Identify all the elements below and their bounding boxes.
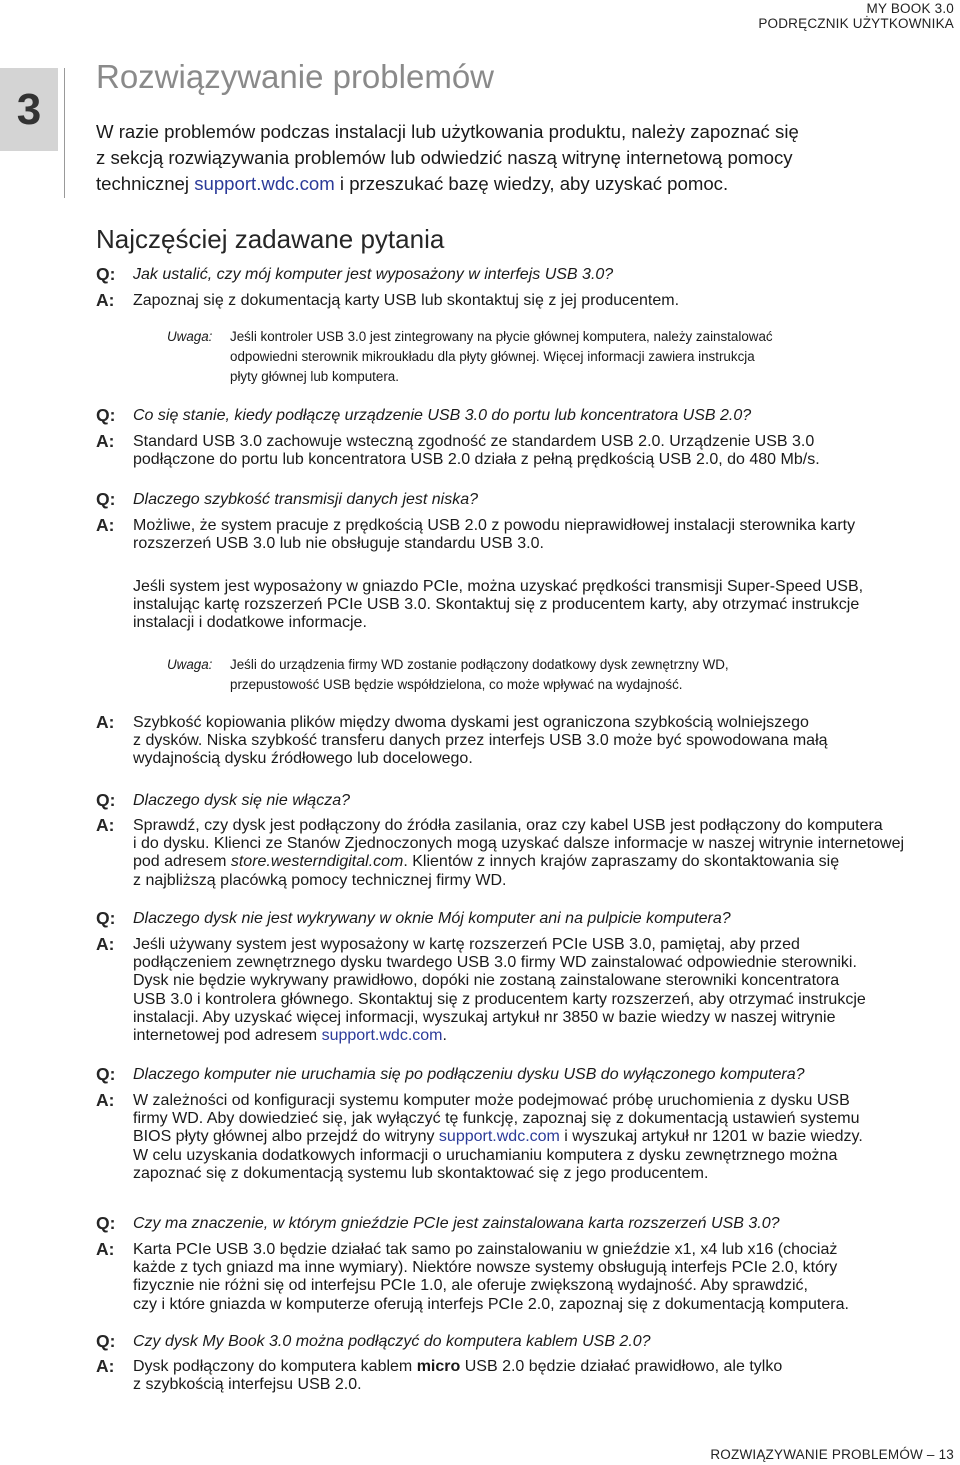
answer-4: Sprawdź, czy dysk jest podłączony do źródła zasilania, oraz czy kabel USB jest podłączony do komputera i do dysku. Klienci ze Stanów Zjednoczonych mogą uzyskać dalsze informacje w naszej witrynie internetowej pod adresem store.westerndigital.com. Klientów z innych krajów zapraszamy do skontaktowania się z najbliższą placówką pomocy technicznej firmy WD. xyxy=(133,817,905,889)
note-1: Uwaga: Jeśli kontroler USB 3.0 jest zintegrowany na płycie głównej komputera, należy zainstalować odpowiedni sterownik mikroukładu dla płyty głównej. Więcej informacji zawiera instrukcja płyty głównej lub komputera. xyxy=(167,329,773,384)
running-header xyxy=(758,1,954,31)
question-3: Dlaczego szybkość transmisji danych jest niska? xyxy=(133,491,479,508)
answer-3-continued: Jeśli system jest wyposażony w gniazdo PCIe, można uzyskać prędkości transmisji Super-Speed USB, instalując kartę rozszerzeń PCIe USB 3.0. Skontaktuj się z producentem karty, aby otrzymać instrukcje instalacji i dodatkowe informacje. xyxy=(133,578,864,632)
chapter-title: Rozwiązywanie problemów xyxy=(96,58,494,95)
q-label: Q: xyxy=(96,1064,116,1084)
note-label: Uwaga: xyxy=(167,329,213,344)
micro-emphasis: micro xyxy=(416,1358,461,1375)
faq-heading: Najczęściej zadawane pytania xyxy=(96,224,445,254)
header-manual: PODRĘCZNIK UŻYTKOWNIKA xyxy=(758,16,954,31)
question-2: Co się stanie, kiedy podłączę urządzenie USB 3.0 do portu lub koncentratora USB 2.0? xyxy=(133,407,752,424)
answer-7: Karta PCIe USB 3.0 będzie działać tak samo po zainstalowaniu w gnieździe x1, x4 lub x16 (chociaż każde z tych gniazd ma inne wymiary). Niektóre nowsze systemy obsługują interfejs PCIe 2.0, który fizycznie nie różni się od interfejsu PCIe 1.0, ale oferuje zwiększoną wydajność. Aby sprawdzić, czy i które gniazda w komputerze oferują interfejs PCIe 2.0, zapoznaj się z dokumentacją komputera. xyxy=(133,1241,849,1313)
note-label: Uwaga: xyxy=(167,657,213,672)
q-label: Q: xyxy=(96,405,116,425)
q-label: Q: xyxy=(96,264,116,284)
answer-6: W zależności od konfiguracji systemu komputer może podejmować próbę uruchomienia z dysku USB firmy WD. Aby dowiedzieć się, jak wyłączyć tę funkcję, zapoznaj się z dokumentacją ustawień systemu BIOS płyty głównej albo przejdź do witryny support.wdc.com i wyszukaj artykuł nr 1201 w bazie wiedzy. W celu uzyskania dodatkowych informacji o uruchamianiu komputera z dysku zewnętrznego można zapoznać się z dokumentacją systemu lub skontaktować się z jego producentem. xyxy=(133,1092,863,1182)
question-6: Dlaczego komputer nie uruchamia się po podłączeniu dysku USB do wyłączonego komputera? xyxy=(133,1066,805,1083)
question-5: Dlaczego dysk nie jest wykrywany w oknie Mój komputer ani na pulpicie komputera? xyxy=(133,910,731,927)
a-label: A: xyxy=(96,290,115,310)
q-label: Q: xyxy=(96,489,116,509)
question-4: Dlaczego dysk się nie włącza? xyxy=(133,792,350,809)
q-label: Q: xyxy=(96,1331,116,1351)
store-address: store.westerndigital.com xyxy=(230,853,404,871)
answer-5: Jeśli używany system jest wyposażony w kartę rozszerzeń PCIe USB 3.0, pamiętaj, aby przed podłączeniem zewnętrznego dysku twardego USB 3.0 firmy WD zainstalować odpowiednie sterowniki. Dysk nie będzie wykrywany prawidłowo, dopóki nie zostaną zainstalowane sterowniki koncentratora USB 3.0 i kontrolera głównego. Skontaktuj się z producentem karty rozszerzeń, aby otrzymać instrukcje instalacji. Aby uzyskać więcej informacji, wyszukaj artykuł nr 3850 w bazie wiedzy w naszej witrynie internetowej pod adresem support.wdc.com. xyxy=(133,936,866,1045)
page-footer: ROZWIĄZYWANIE PROBLEMÓW – 13 xyxy=(710,1447,954,1462)
answer-1: Zapoznaj się z dokumentacją karty USB lub skontaktuj się z jej producentem. xyxy=(133,292,680,309)
a-label: A: xyxy=(96,515,115,535)
a-label: A: xyxy=(96,815,115,835)
intro-paragraph: W razie problemów podczas instalacji lub użytkowania produktu, należy zapoznać się z sekcją rozwiązywania problemów lub odwiedzić naszą witrynę internetową pomocy technicznej support.wdc.com i przeszukać bazę wiedzy, aby uzyskać pomoc. xyxy=(96,121,799,194)
chapter-number: 3 xyxy=(0,68,58,151)
support-link[interactable]: support.wdc.com xyxy=(194,173,335,194)
q-label: Q: xyxy=(96,790,116,810)
question-7: Czy ma znaczenie, w którym gnieździe PCIe jest zainstalowana karta rozszerzeń USB 3.0? xyxy=(133,1215,780,1232)
answer-2: Standard USB 3.0 zachowuje wsteczną zgodność ze standardem USB 2.0. Urządzenie USB 3.0 podłączone do portu lub koncentratora USB 2.0 działa z pełną prędkością USB 2.0, do 480 Mb/s. xyxy=(133,433,820,469)
answer-8: Dysk podłączony do komputera kablem micro USB 2.0 będzie działać prawidłowo, ale tylko z szybkością interfejsu USB 2.0. xyxy=(133,1358,783,1394)
q-label: Q: xyxy=(96,1213,116,1233)
note-2: Uwaga: Jeśli do urządzenia firmy WD zostanie podłączony dodatkowy dysk zewnętrzny WD, przepustowość USB będzie współdzielona, co może wpływać na wydajność. xyxy=(167,657,729,692)
a-label: A: xyxy=(96,1239,115,1259)
question-1: Jak ustalić, czy mój komputer jest wyposażony w interfejs USB 3.0? xyxy=(133,266,614,283)
header-product: MY BOOK 3.0 xyxy=(866,1,954,16)
a-label: A: xyxy=(96,712,115,732)
q-label: Q: xyxy=(96,908,116,928)
a-label: A: xyxy=(96,1356,115,1376)
answer-3: Możliwe, że system pracuje z prędkością USB 2.0 z powodu nieprawidłowej instalacji sterownika karty rozszerzeń USB 3.0 lub nie obsługuje standardu USB 3.0. xyxy=(133,517,856,553)
chapter-divider xyxy=(64,68,65,198)
a-label: A: xyxy=(96,934,115,954)
support-link[interactable]: support.wdc.com xyxy=(321,1027,443,1045)
a-label: A: xyxy=(96,1090,115,1110)
a-label: A: xyxy=(96,431,115,451)
support-link[interactable]: support.wdc.com xyxy=(438,1128,560,1146)
question-8: Czy dysk My Book 3.0 można podłączyć do komputera kablem USB 2.0? xyxy=(133,1333,651,1350)
answer-3-additional: Szybkość kopiowania plików między dwoma dyskami jest ograniczona szybkością wolniejszego z dysków. Niska szybkość transferu danych przez interfejs USB 3.0 może być spowodowana małą wydajnością dysku źródłowego lub docelowego. xyxy=(133,714,828,768)
